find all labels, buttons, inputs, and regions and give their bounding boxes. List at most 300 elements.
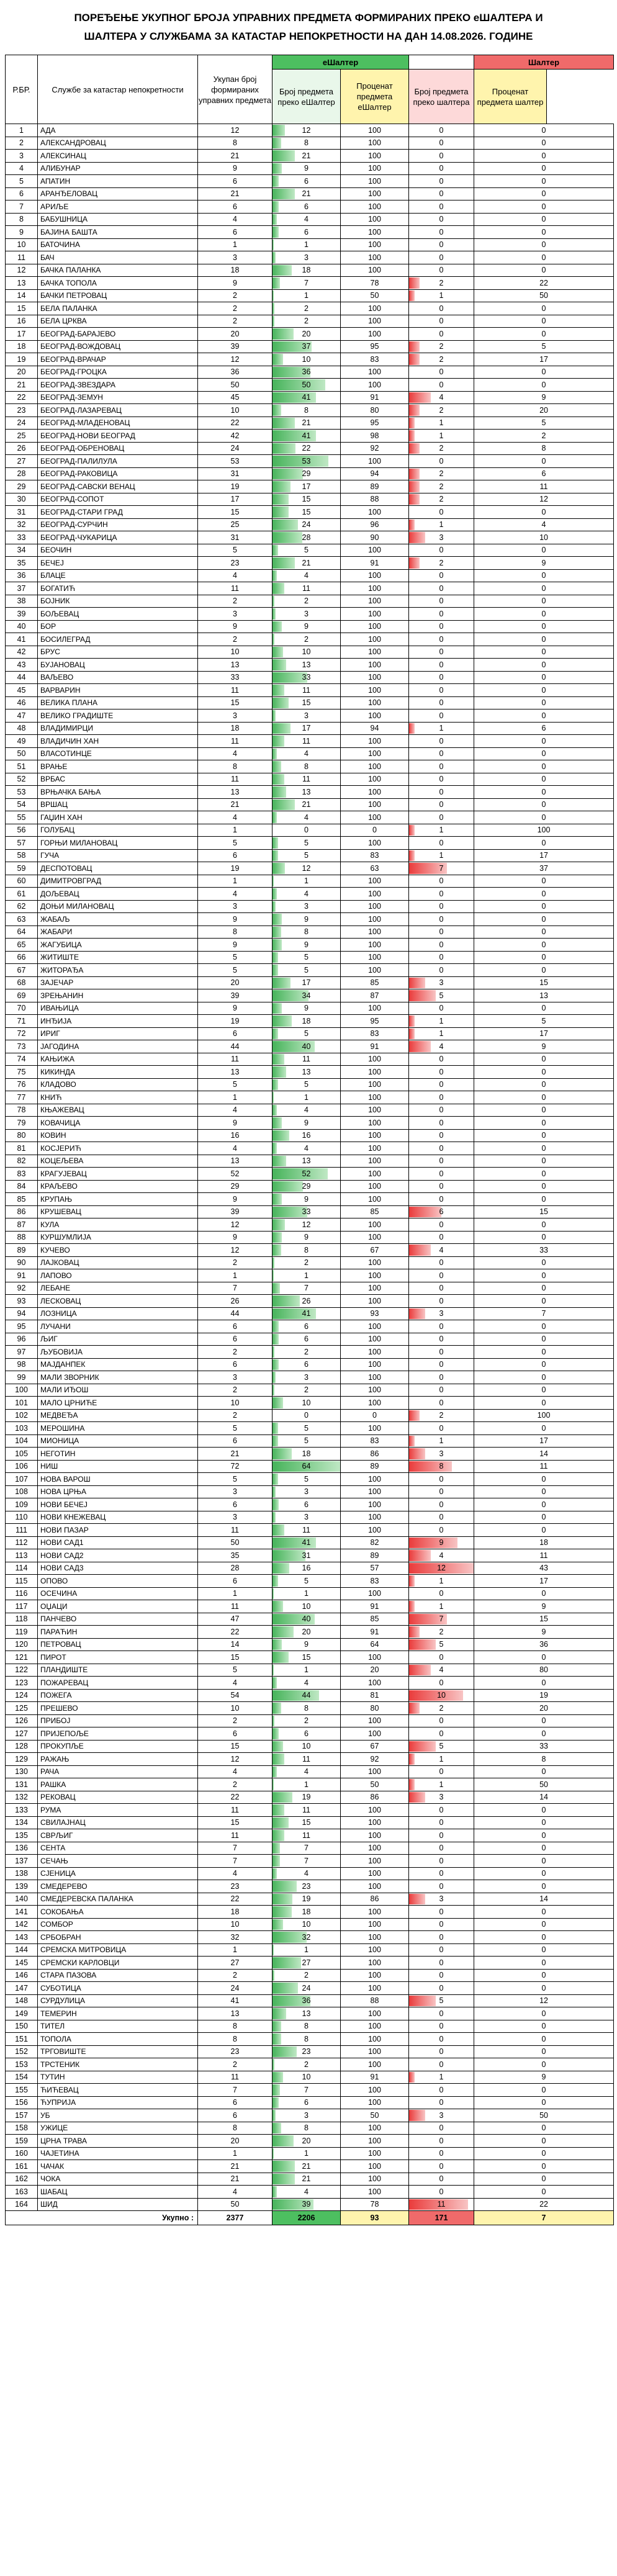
row-total: 50 xyxy=(198,379,272,392)
table-row xyxy=(6,811,614,824)
row-esh-count-value: 13 xyxy=(302,787,311,796)
row-sh-count-value: 0 xyxy=(439,1971,444,1980)
row-sh-count xyxy=(409,417,474,430)
row-sh-count xyxy=(409,2198,474,2211)
row-service-name: ВАРВАРИН xyxy=(38,684,198,697)
row-service-name: АДА xyxy=(38,124,198,137)
row-sh-count xyxy=(409,1307,474,1320)
row-sh-count xyxy=(409,2135,474,2148)
row-sh-pct: 0 xyxy=(474,900,614,913)
row-esh-pct: 100 xyxy=(341,1473,409,1486)
row-sh-pct: 0 xyxy=(474,811,614,824)
row-service-name: РЕКОВАЦ xyxy=(38,1791,198,1804)
table-row xyxy=(6,442,614,455)
row-sh-pct: 0 xyxy=(474,1918,614,1931)
row-sh-pct: 0 xyxy=(474,1804,614,1817)
table-row xyxy=(6,1295,614,1308)
header-rbr: Р.БР. xyxy=(6,55,38,124)
row-rbr: 154 xyxy=(6,2071,38,2084)
row-esh-count-value: 2 xyxy=(304,304,308,313)
esalter-bar xyxy=(272,774,284,785)
row-sh-pct: 0 xyxy=(474,1651,614,1664)
table-row xyxy=(6,1231,614,1244)
salter-bar xyxy=(409,1996,436,2007)
row-esh-count-value: 5 xyxy=(304,1423,308,1433)
row-rbr: 107 xyxy=(6,1473,38,1486)
row-esh-count xyxy=(272,1880,341,1893)
row-sh-count xyxy=(409,1765,474,1778)
row-sh-count xyxy=(409,1422,474,1435)
row-sh-count-value: 0 xyxy=(439,1296,444,1305)
esalter-bar xyxy=(272,2097,279,2109)
row-sh-count xyxy=(409,1587,474,1600)
row-esh-count-value: 23 xyxy=(302,1881,311,1891)
row-esh-count-value: 2 xyxy=(304,1347,308,1356)
row-total: 6 xyxy=(198,175,272,188)
row-esh-pct: 100 xyxy=(341,2135,409,2148)
esalter-bar xyxy=(272,1066,286,1078)
row-esh-pct: 100 xyxy=(341,366,409,379)
row-esh-pct: 86 xyxy=(341,1791,409,1804)
row-sh-count xyxy=(409,506,474,519)
row-esh-pct: 83 xyxy=(341,1575,409,1588)
row-sh-count-value: 0 xyxy=(439,1831,444,1840)
row-sh-count xyxy=(409,1155,474,1168)
row-esh-count xyxy=(272,506,341,519)
esalter-bar xyxy=(272,1868,277,1880)
row-esh-count-value: 33 xyxy=(302,673,311,682)
table-row xyxy=(6,735,614,748)
row-sh-count xyxy=(409,1562,474,1575)
row-esh-count xyxy=(272,1943,341,1957)
row-total: 52 xyxy=(198,1168,272,1181)
row-sh-pct: 0 xyxy=(474,162,614,175)
row-esh-count-value: 13 xyxy=(302,1067,311,1076)
row-sh-pct: 0 xyxy=(474,1969,614,1982)
row-service-name: МАЛИ ИЂОШ xyxy=(38,1384,198,1397)
row-sh-count xyxy=(409,1346,474,1359)
row-total: 50 xyxy=(198,2198,272,2211)
row-sh-pct: 9 xyxy=(474,557,614,570)
row-sh-count xyxy=(409,366,474,379)
row-sh-pct: 0 xyxy=(474,569,614,582)
table-row xyxy=(6,2084,614,2097)
row-sh-pct: 0 xyxy=(474,379,614,392)
row-sh-pct: 0 xyxy=(474,264,614,277)
row-sh-count xyxy=(409,1727,474,1741)
row-esh-count xyxy=(272,2109,341,2122)
row-total: 11 xyxy=(198,1600,272,1613)
row-total: 13 xyxy=(198,786,272,799)
row-rbr: 34 xyxy=(6,544,38,557)
row-service-name: ГОРЊИ МИЛАНОВАЦ xyxy=(38,837,198,850)
row-sh-pct: 0 xyxy=(474,659,614,672)
table-row xyxy=(6,557,614,570)
row-sh-count-value: 0 xyxy=(439,1347,444,1356)
row-rbr: 52 xyxy=(6,773,38,786)
row-rbr: 155 xyxy=(6,2084,38,2097)
row-service-name: УЖИЦЕ xyxy=(38,2122,198,2135)
row-service-name: СЕЧАЊ xyxy=(38,1855,198,1868)
row-esh-count-value: 3 xyxy=(304,1513,308,1522)
esalter-bar xyxy=(272,1334,279,1345)
row-rbr: 102 xyxy=(6,1409,38,1422)
row-sh-count xyxy=(409,773,474,786)
row-esh-pct: 100 xyxy=(341,1129,409,1142)
esalter-bar xyxy=(272,736,284,747)
row-esh-pct: 50 xyxy=(341,289,409,302)
row-sh-count-value: 5 xyxy=(439,1742,444,1751)
table-row xyxy=(6,862,614,875)
row-sh-pct: 0 xyxy=(474,671,614,684)
row-esh-count xyxy=(272,1816,341,1829)
row-sh-pct: 15 xyxy=(474,1205,614,1218)
row-esh-pct: 100 xyxy=(341,1346,409,1359)
row-rbr: 69 xyxy=(6,989,38,1002)
row-sh-count-value: 0 xyxy=(439,1372,444,1382)
row-sh-pct: 0 xyxy=(474,328,614,341)
esalter-bar xyxy=(272,1919,283,1930)
table-row xyxy=(6,366,614,379)
row-rbr: 128 xyxy=(6,1740,38,1753)
salter-bar xyxy=(409,1792,425,1803)
row-sh-pct: 5 xyxy=(474,417,614,430)
row-total: 2 xyxy=(198,1346,272,1359)
esalter-bar xyxy=(272,876,274,887)
row-esh-count xyxy=(272,417,341,430)
row-sh-pct: 0 xyxy=(474,1218,614,1232)
row-esh-count xyxy=(272,1498,341,1511)
row-sh-count xyxy=(409,671,474,684)
row-sh-pct: 33 xyxy=(474,1244,614,1257)
row-rbr: 55 xyxy=(6,811,38,824)
row-sh-count-value: 0 xyxy=(439,1805,444,1814)
row-total: 15 xyxy=(198,696,272,709)
row-sh-count xyxy=(409,1664,474,1677)
row-sh-count-value: 0 xyxy=(439,876,444,886)
esalter-bar xyxy=(272,786,286,798)
row-esh-count-value: 18 xyxy=(302,266,311,275)
row-esh-pct: 100 xyxy=(341,786,409,799)
row-esh-pct: 100 xyxy=(341,1002,409,1015)
esalter-bar xyxy=(272,316,274,327)
row-sh-count-value: 0 xyxy=(439,1716,444,1726)
row-service-name: ПОЖАРЕВАЦ xyxy=(38,1677,198,1690)
row-rbr: 54 xyxy=(6,798,38,811)
row-sh-count-value: 0 xyxy=(439,1869,444,1878)
row-service-name: БЕОГРАД-СУРЧИН xyxy=(38,518,198,531)
header-group-esalter: еШалтер xyxy=(272,55,409,70)
salter-bar xyxy=(409,978,425,989)
row-rbr: 146 xyxy=(6,1969,38,1982)
row-sh-pct: 8 xyxy=(474,442,614,455)
row-esh-count xyxy=(272,1256,341,1269)
row-sh-pct: 0 xyxy=(474,1091,614,1104)
table-row xyxy=(6,582,614,595)
table-row xyxy=(6,1027,614,1040)
row-sh-count xyxy=(409,2109,474,2122)
row-sh-pct: 20 xyxy=(474,404,614,417)
row-sh-pct: 0 xyxy=(474,366,614,379)
row-sh-count-value: 0 xyxy=(439,597,444,606)
esalter-bar xyxy=(272,583,284,594)
row-sh-count xyxy=(409,951,474,964)
row-sh-count-value: 0 xyxy=(439,736,444,745)
row-sh-count-value: 0 xyxy=(439,253,444,262)
header-group-salter: Шалтер xyxy=(474,55,614,70)
row-service-name: КОЦЕЉЕВА xyxy=(38,1155,198,1168)
table-row xyxy=(6,531,614,544)
row-esh-pct: 88 xyxy=(341,493,409,506)
salter-bar xyxy=(409,481,420,492)
row-sh-count xyxy=(409,1218,474,1232)
row-rbr: 75 xyxy=(6,1066,38,1079)
row-service-name: ПАНЧЕВО xyxy=(38,1613,198,1626)
row-service-name: ЖАГУБИЦА xyxy=(38,939,198,952)
row-service-name: ШАБАЦ xyxy=(38,2186,198,2199)
row-rbr: 8 xyxy=(6,213,38,226)
row-esh-count xyxy=(272,213,341,226)
row-sh-count-value: 0 xyxy=(439,698,444,708)
row-sh-count xyxy=(409,328,474,341)
row-esh-count xyxy=(272,328,341,341)
row-esh-count-value: 15 xyxy=(302,1818,311,1827)
table-row xyxy=(6,2045,614,2058)
row-rbr: 32 xyxy=(6,518,38,531)
esalter-bar xyxy=(272,1957,301,1968)
row-sh-count-value: 3 xyxy=(439,1793,444,1802)
row-service-name: БЕОГРАД-МЛАДЕНОВАЦ xyxy=(38,417,198,430)
row-esh-count xyxy=(272,175,341,188)
row-sh-pct: 14 xyxy=(474,1791,614,1804)
row-sh-count-value: 0 xyxy=(439,456,444,466)
table-row xyxy=(6,328,614,341)
row-sh-pct: 0 xyxy=(474,213,614,226)
row-esh-count-value: 3 xyxy=(304,2110,308,2120)
row-sh-pct: 0 xyxy=(474,2007,614,2020)
row-sh-pct: 0 xyxy=(474,646,614,659)
row-rbr: 2 xyxy=(6,137,38,150)
row-esh-pct: 100 xyxy=(341,1231,409,1244)
row-sh-count xyxy=(409,849,474,862)
row-service-name: ГУЧА xyxy=(38,849,198,862)
row-esh-count xyxy=(272,1918,341,1931)
row-esh-count-value: 5 xyxy=(304,965,308,975)
row-sh-pct: 0 xyxy=(474,1842,614,1855)
table-row xyxy=(6,1244,614,1257)
row-sh-pct: 0 xyxy=(474,939,614,952)
row-sh-count-value: 0 xyxy=(439,2149,444,2158)
row-esh-pct: 100 xyxy=(341,213,409,226)
row-esh-count-value: 7 xyxy=(304,1856,308,1865)
row-sh-pct: 0 xyxy=(474,696,614,709)
row-sh-pct: 0 xyxy=(474,684,614,697)
row-sh-pct: 0 xyxy=(474,2058,614,2071)
row-esh-count-value: 11 xyxy=(302,1525,310,1534)
salter-bar xyxy=(409,1665,431,1676)
table-row xyxy=(6,1269,614,1282)
row-sh-pct: 0 xyxy=(474,506,614,519)
row-service-name: НЕГОТИН xyxy=(38,1448,198,1461)
row-total: 19 xyxy=(198,862,272,875)
row-sh-count xyxy=(409,811,474,824)
row-sh-count-value: 0 xyxy=(439,380,444,389)
table-row xyxy=(6,277,614,290)
salter-bar xyxy=(409,1703,420,1714)
row-total: 50 xyxy=(198,1536,272,1549)
row-esh-pct: 100 xyxy=(341,1104,409,1117)
row-esh-pct: 100 xyxy=(341,1218,409,1232)
row-sh-count xyxy=(409,1549,474,1562)
row-service-name: ЛЕСКОВАЦ xyxy=(38,1295,198,1308)
table-row xyxy=(6,849,614,862)
row-esh-count-value: 21 xyxy=(302,800,311,809)
row-esh-pct: 100 xyxy=(341,913,409,926)
row-sh-pct: 22 xyxy=(474,277,614,290)
row-rbr: 1 xyxy=(6,124,38,137)
row-sh-pct: 0 xyxy=(474,760,614,773)
row-service-name: ЛОЗНИЦА xyxy=(38,1307,198,1320)
esalter-bar xyxy=(272,545,278,556)
row-esh-count-value: 15 xyxy=(302,1652,311,1662)
table-row xyxy=(6,302,614,315)
row-sh-count xyxy=(409,493,474,506)
row-rbr: 5 xyxy=(6,175,38,188)
table-row xyxy=(6,480,614,493)
table-row xyxy=(6,976,614,989)
row-sh-count xyxy=(409,1931,474,1944)
row-esh-pct: 100 xyxy=(341,1931,409,1944)
row-esh-count-value: 1 xyxy=(304,1665,308,1675)
row-sh-pct: 0 xyxy=(474,1727,614,1741)
header-esh-count: Број предмета преко еШалтер xyxy=(272,70,341,124)
row-esh-count-value: 40 xyxy=(302,1615,311,1624)
row-sh-count-value: 5 xyxy=(439,991,444,1000)
salter-bar xyxy=(409,1741,436,1752)
totals-esh: 2206 xyxy=(272,2211,341,2225)
row-sh-pct: 0 xyxy=(474,1129,614,1142)
row-sh-count xyxy=(409,2173,474,2186)
row-esh-count xyxy=(272,1778,341,1791)
row-esh-pct: 85 xyxy=(341,1205,409,1218)
row-sh-count xyxy=(409,659,474,672)
row-sh-pct: 0 xyxy=(474,1002,614,1015)
row-total: 6 xyxy=(198,849,272,862)
row-rbr: 26 xyxy=(6,442,38,455)
row-esh-count xyxy=(272,1485,341,1498)
table-row xyxy=(6,1829,614,1842)
row-esh-count-value: 2 xyxy=(304,634,308,644)
table-row xyxy=(6,2198,614,2211)
row-rbr: 61 xyxy=(6,888,38,901)
row-esh-pct: 100 xyxy=(341,2045,409,2058)
row-sh-count-value: 0 xyxy=(439,1881,444,1891)
row-esh-pct: 100 xyxy=(341,1677,409,1690)
row-sh-pct: 0 xyxy=(474,315,614,328)
row-total: 1 xyxy=(198,824,272,837)
table-row xyxy=(6,544,614,557)
row-esh-count xyxy=(272,1791,341,1804)
row-esh-count-value: 2 xyxy=(304,2060,308,2069)
row-sh-count-value: 4 xyxy=(439,1042,444,1051)
row-sh-count-value: 0 xyxy=(439,914,444,924)
row-rbr: 82 xyxy=(6,1155,38,1168)
esalter-bar xyxy=(272,723,290,734)
row-sh-count xyxy=(409,1511,474,1524)
table-row xyxy=(6,353,614,366)
row-sh-pct: 11 xyxy=(474,1460,614,1473)
row-total: 4 xyxy=(198,1765,272,1778)
row-esh-count xyxy=(272,811,341,824)
row-esh-pct: 100 xyxy=(341,798,409,811)
row-esh-count xyxy=(272,582,341,595)
row-rbr: 19 xyxy=(6,353,38,366)
row-esh-count xyxy=(272,1575,341,1588)
row-total: 5 xyxy=(198,1422,272,1435)
row-rbr: 113 xyxy=(6,1549,38,1562)
row-sh-count xyxy=(409,760,474,773)
row-esh-count xyxy=(272,951,341,964)
row-sh-count-value: 0 xyxy=(439,838,444,847)
row-rbr: 142 xyxy=(6,1918,38,1931)
row-esh-count xyxy=(272,1333,341,1346)
row-sh-pct: 0 xyxy=(474,582,614,595)
table-row xyxy=(6,1982,614,1995)
row-total: 5 xyxy=(198,1078,272,1091)
salter-bar xyxy=(409,1016,415,1027)
table-row xyxy=(6,1193,614,1206)
salter-bar xyxy=(409,1410,420,1421)
row-service-name: БРУС xyxy=(38,646,198,659)
row-esh-count-value: 4 xyxy=(304,1106,308,1115)
row-total: 2 xyxy=(198,1969,272,1982)
row-service-name: ЋУПРИЈА xyxy=(38,2096,198,2109)
row-service-name: БЕОГРАД-ОБРЕНОВАЦ xyxy=(38,442,198,455)
row-esh-count xyxy=(272,404,341,417)
row-sh-pct: 0 xyxy=(474,1957,614,1970)
table-row xyxy=(6,939,614,952)
row-service-name: ВЕЛИКО ГРАДИШТЕ xyxy=(38,709,198,723)
row-sh-count xyxy=(409,875,474,888)
table-row xyxy=(6,620,614,633)
esalter-bar xyxy=(272,1779,274,1790)
esalter-bar xyxy=(272,1665,274,1676)
row-sh-pct: 0 xyxy=(474,2096,614,2109)
esalter-bar xyxy=(272,2186,277,2197)
row-esh-count xyxy=(272,2147,341,2160)
row-esh-count xyxy=(272,1613,341,1626)
table-row xyxy=(6,1957,614,1970)
row-service-name: БЕОГРАД-ЧУКАРИЦА xyxy=(38,531,198,544)
table-row xyxy=(6,786,614,799)
row-rbr: 60 xyxy=(6,875,38,888)
row-sh-count xyxy=(409,1129,474,1142)
row-service-name: АПАТИН xyxy=(38,175,198,188)
row-sh-pct: 0 xyxy=(474,2084,614,2097)
row-esh-count xyxy=(272,595,341,608)
row-sh-count xyxy=(409,1448,474,1461)
row-esh-pct: 100 xyxy=(341,150,409,163)
row-sh-pct: 50 xyxy=(474,2109,614,2122)
row-service-name: МАЛИ ЗВОРНИК xyxy=(38,1371,198,1384)
row-service-name: ТУТИН xyxy=(38,2071,198,2084)
row-total: 11 xyxy=(198,1524,272,1537)
row-esh-count-value: 5 xyxy=(304,838,308,847)
row-service-name: ЧАЈЕТИНА xyxy=(38,2147,198,2160)
row-rbr: 160 xyxy=(6,2147,38,2160)
row-esh-count xyxy=(272,786,341,799)
row-esh-count xyxy=(272,1765,341,1778)
